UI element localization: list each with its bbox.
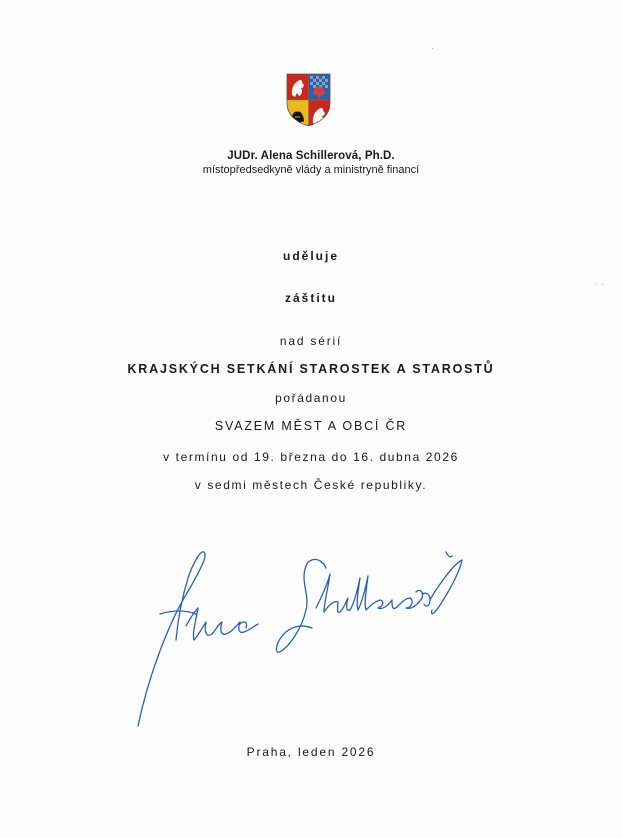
patronage-text: záštitu (284, 291, 337, 305)
over-series-text: nad sérií (279, 334, 343, 348)
grants-text: uděluje (282, 249, 339, 263)
organized-text: pořádanou (275, 391, 347, 405)
state-coat-of-arms-icon (286, 73, 331, 127)
event-dates: v termínu od 19. března do 16. dubna 2026 (163, 450, 459, 464)
place-and-date: Praha, leden 2026 (246, 745, 376, 759)
organizer-name: SVAZEM MĚST A OBCÍ ČR (214, 419, 408, 433)
handwritten-signature (130, 548, 490, 733)
scan-speck (602, 284, 603, 285)
issuer-name: JUDr. Alena Schillerová, Ph.D. (227, 150, 395, 162)
scan-speck (432, 48, 433, 49)
event-title: KRAJSKÝCH SETKÁNÍ STAROSTEK A STAROSTŮ (127, 362, 495, 376)
issuer-role: místopředsedkyně vlády a ministryně financí (202, 164, 420, 176)
event-places: v sedmi městech České republiky. (194, 478, 428, 492)
scan-speck (596, 283, 597, 284)
